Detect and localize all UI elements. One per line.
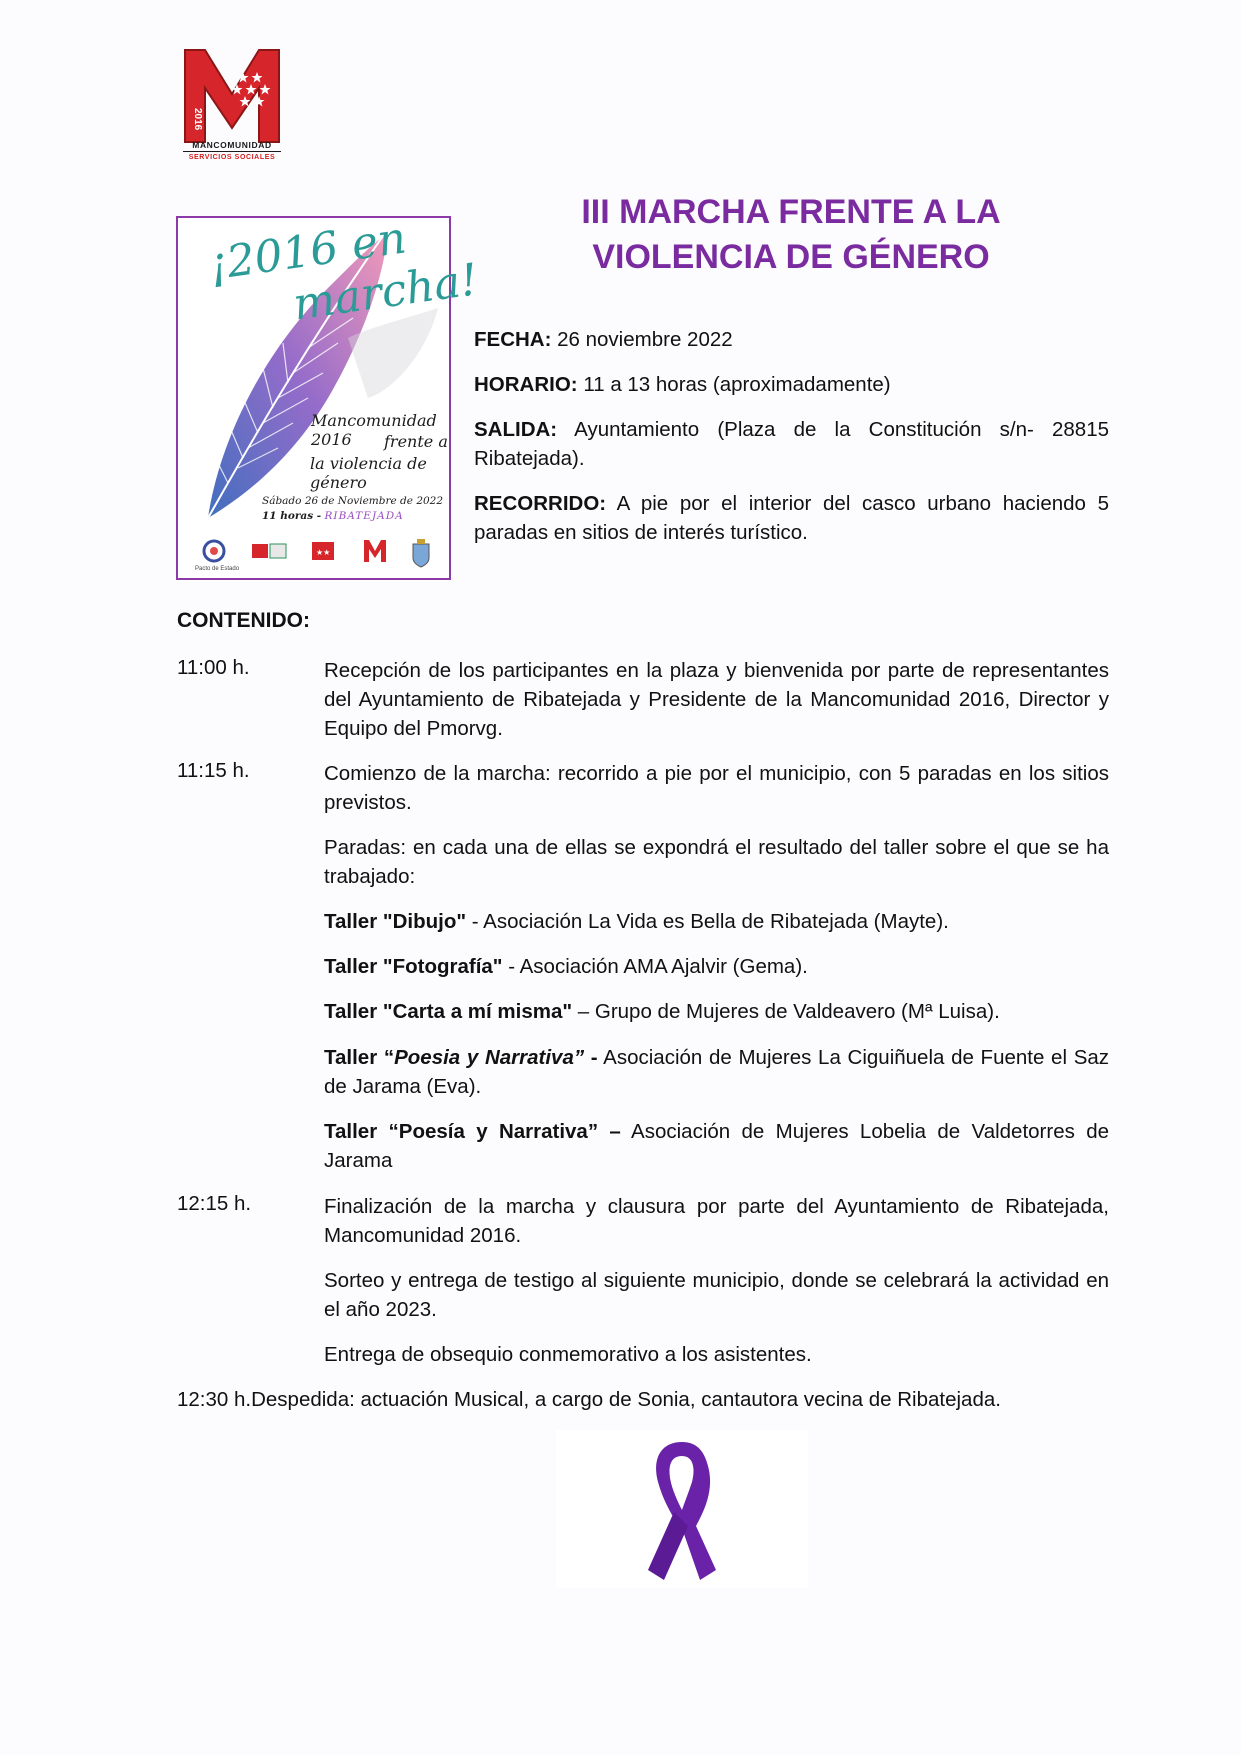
time-1215: 12:15 h. [177, 1192, 252, 1215]
poster-time: 11 horas - [262, 510, 322, 522]
horario-label: HORARIO: [474, 373, 578, 396]
recorrido-label: RECORRIDO: [474, 492, 607, 515]
taller-carta [324, 997, 1109, 1026]
time-1100: 11:00 h. [177, 656, 250, 679]
taller-poesia-1-text: Asociación de Mujeres La Ciguiñuela de Fuente el Saz de Jarama (Eva). [324, 1046, 1110, 1098]
taller-carta-text: – Grupo de Mujeres de Valdeavero (Mª Luisa). [572, 1000, 1000, 1023]
page-title [468, 190, 1114, 280]
taller-fotografia-text: - Asociación AMA Ajalvir (Gema). [502, 955, 808, 978]
taller-poesia-1 [324, 1043, 1109, 1101]
salida-label: SALIDA: [474, 418, 558, 441]
title-line1: III MARCHA FRENTE A LA [581, 193, 1001, 231]
mancomunidad-small-icon [362, 538, 388, 564]
poster-line2: frente a [384, 432, 448, 451]
taller-fotografia-title: Taller "Fotografía" [324, 955, 503, 978]
paragraph-recepcion: Recepción de los participantes en la plaza y bienvenida por parte de representantes del Ayuntamiento de Ribatejada y Presidente de la Mancomunidad 2016, Director y Equipo del Pmorvg. [324, 659, 1109, 740]
contenido-heading: CONTENIDO: [177, 609, 310, 632]
comunidad-madrid-icon [310, 538, 336, 564]
pacto-label: Pacto de Estado [195, 566, 240, 572]
paragraph-paradas: Paradas: en cada una de ellas se expondrá el resultado del taller sobre el que se ha trabajado: [324, 836, 1109, 888]
poster-time-place [262, 510, 404, 522]
awareness-ribbon-icon [556, 1430, 808, 1588]
taller-poesia-1-title-a: Taller “ [324, 1046, 395, 1069]
logo-line1: MANCOMUNIDAD [183, 140, 281, 152]
paragraph-finalizacion: Finalización de la marcha y clausura por parte del Ayuntamiento de Ribatejada, Mancomunidad 2016. [324, 1195, 1109, 1247]
paragraph-obsequio: Entrega de obsequio conmemorativo a los asistentes. [324, 1343, 812, 1366]
event-poster [176, 212, 482, 580]
purple-ribbon [556, 1430, 808, 1588]
poster-line1: Mancomunidad 2016 [311, 411, 437, 449]
taller-poesia-1-title-b: Poesia y Narrativa” [394, 1046, 585, 1069]
horario-row [474, 370, 1109, 399]
taller-poesia-1-title-c: - [584, 1046, 598, 1069]
taller-dibujo [324, 907, 1109, 936]
taller-poesia-2-text: Asociación de Mujeres Lobelia de Valdetorres de Jarama [324, 1120, 1109, 1172]
escudo-icon [410, 538, 432, 568]
taller-dibujo-text: - Asociación La Vida es Bella de Ribatejada (Mayte). [466, 910, 949, 933]
taller-poesia-2-title: Taller “Poesía y Narrativa” – [324, 1120, 621, 1143]
taller-fotografia [324, 952, 1109, 981]
poster-title-line1: ¡2016 en [206, 212, 410, 291]
taller-poesia-2 [324, 1117, 1109, 1175]
taller-carta-title: Taller "Carta a mí misma" [324, 1000, 573, 1023]
logo-year: 2016 [192, 108, 203, 131]
recorrido-row [474, 489, 1109, 547]
time-1115: 11:15 h. [177, 759, 250, 782]
poster-line3: la violencia de género [310, 454, 427, 492]
title-line2: VIOLENCIA DE GÉNERO [592, 238, 990, 276]
mancomunidad-logo [183, 48, 281, 164]
poster-title-line2: marcha! [290, 254, 482, 331]
horario-value: 11 a 13 horas (aproximadamente) [577, 373, 891, 396]
svg-text:★★: ★★ [316, 548, 331, 557]
logo-line2: SERVICIOS SOCIALES [188, 154, 276, 161]
fecha-row [474, 325, 1109, 354]
paragraph-despedida: 12:30 h.Despedida: actuación Musical, a cargo de Sonia, cantautora vecina de Ribatejada. [177, 1388, 1001, 1411]
paragraph-sorteo: Sorteo y entrega de testigo al siguiente municipio, donde se celebrará la actividad en el año 2023. [324, 1269, 1109, 1321]
taller-dibujo-title: Taller "Dibujo" [324, 910, 467, 933]
poster-place: RIBATEJADA [324, 510, 404, 522]
poster-date: Sábado 26 de Noviembre de 2022 [262, 495, 444, 507]
recorrido-value: A pie por el interior del casco urbano haciendo 5 paradas en sitios de interés turístico. [474, 492, 1109, 544]
mancomunidad-m-icon [183, 48, 281, 144]
salida-value: Ayuntamiento (Plaza de la Constitución s/n- 28815 Ribatejada). [474, 418, 1109, 470]
pacto-estado-icon [200, 538, 228, 564]
paragraph-comienzo: Comienzo de la marcha: recorrido a pie por el municipio, con 5 paradas en los sitios previstos. [324, 762, 1109, 814]
ministerio-icon [250, 538, 288, 564]
salida-row [474, 415, 1109, 473]
fecha-label: FECHA: [474, 328, 552, 351]
fecha-value: 26 noviembre 2022 [551, 328, 733, 351]
poster-logos [192, 538, 437, 574]
